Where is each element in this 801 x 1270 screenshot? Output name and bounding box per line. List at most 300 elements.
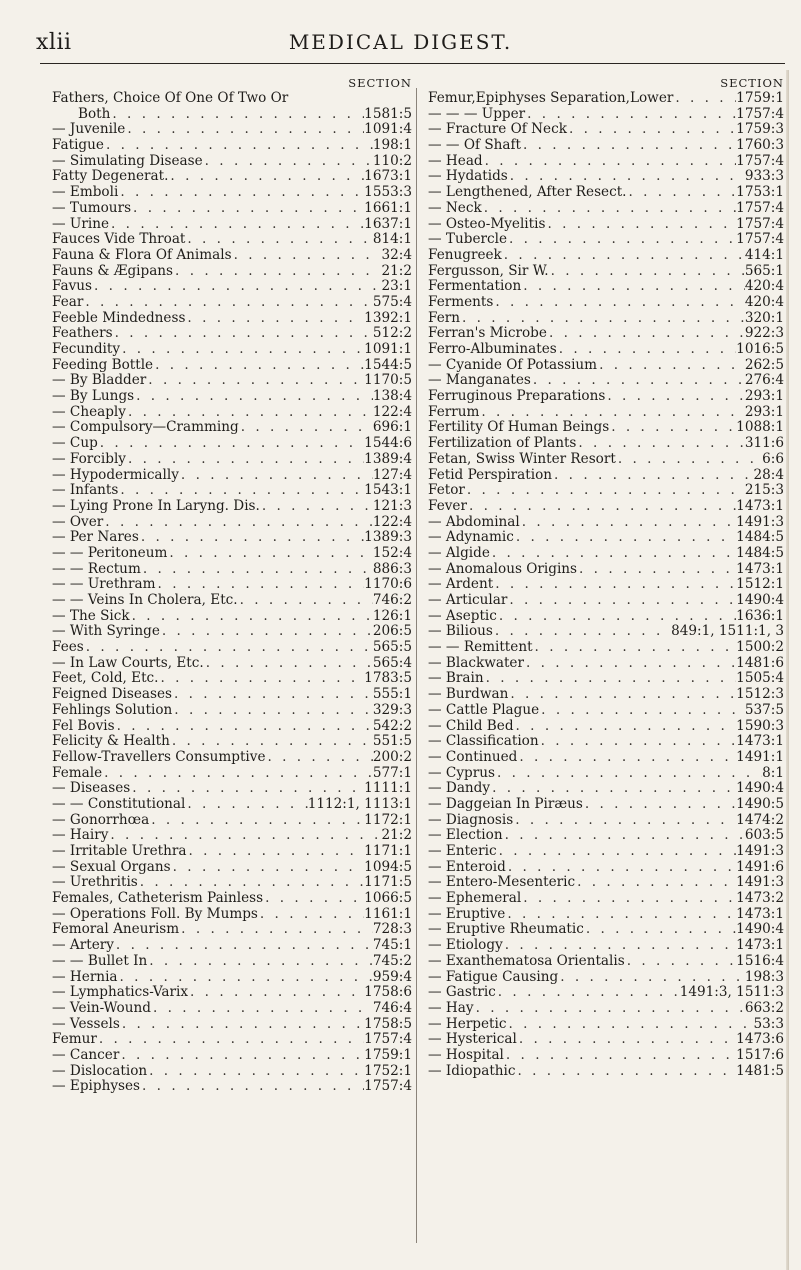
- leader-dots: [507, 232, 736, 248]
- entry-section-ref: 1759:1: [364, 1047, 412, 1063]
- leader-dots: [119, 1048, 364, 1064]
- entry-section-ref: 696:1: [372, 420, 412, 436]
- entry-label: Fever: [428, 498, 467, 514]
- entry-section-ref: 1473:1: [736, 561, 784, 577]
- index-entry: [428, 703, 784, 719]
- leader-dots: [138, 875, 364, 891]
- index-entry: [428, 687, 784, 703]
- index-entry: [52, 311, 412, 327]
- entry-section-ref: 420:4: [744, 279, 784, 295]
- entry-section-ref: 1637:1: [364, 216, 412, 232]
- entry-section-ref: 1517:6: [736, 1047, 784, 1063]
- index-entry: [52, 954, 412, 970]
- entry-section-ref: 32:4: [381, 247, 412, 263]
- leader-dots: [503, 828, 745, 844]
- entry-label: — Daggeian In Piræus: [428, 796, 583, 812]
- entry-label: — Idiopathic: [428, 1063, 516, 1079]
- entry-section-ref: 152:4: [372, 545, 412, 561]
- index-entry: [428, 91, 784, 107]
- leader-dots: [474, 1001, 745, 1017]
- leader-dots: [113, 326, 373, 342]
- entry-section-ref: 1111:1: [364, 781, 412, 797]
- index-entry: [52, 530, 412, 546]
- leader-dots: [490, 546, 736, 562]
- leader-dots: [179, 468, 373, 484]
- entry-label: Fehlings Solution: [52, 702, 173, 718]
- index-entry: [52, 922, 412, 938]
- index-entry: [428, 766, 784, 782]
- leader-dots: [490, 781, 736, 797]
- index-entry: [52, 154, 412, 170]
- entry-label: — Head: [428, 153, 483, 169]
- leader-dots: [508, 687, 736, 703]
- leader-dots: [502, 248, 745, 264]
- index-entry: [428, 436, 784, 452]
- entry-section-ref: 1543:1: [364, 483, 412, 499]
- entry-label: Females, Catheterism Painless: [52, 891, 264, 907]
- leader-dots: [204, 656, 373, 672]
- index-entry: [52, 797, 412, 813]
- entry-section-ref: 215:3: [744, 483, 784, 499]
- entry-section-ref: 198:1: [372, 138, 412, 154]
- section-column-heading: SECTION: [720, 76, 784, 90]
- entry-label: — Eruptive: [428, 906, 506, 922]
- entry-section-ref: 1757:4: [736, 232, 784, 248]
- index-entry: [428, 358, 784, 374]
- index-entry: [52, 373, 412, 389]
- leader-dots: [482, 201, 736, 217]
- index-entry: [428, 1048, 784, 1064]
- leader-dots: [156, 577, 365, 593]
- entry-section-ref: 23:1: [381, 279, 412, 295]
- leader-dots: [131, 201, 364, 217]
- index-entry: [428, 1064, 784, 1080]
- leader-dots: [497, 844, 737, 860]
- entry-section-ref: 1389:3: [364, 530, 412, 546]
- entry-section-ref: 1758:5: [364, 1016, 412, 1032]
- leader-dots: [495, 766, 762, 782]
- entry-label: Fenugreek: [428, 247, 502, 263]
- entry-label: — Anomalous Origins: [428, 561, 578, 577]
- index-entry: [52, 326, 412, 342]
- index-entry: [52, 593, 412, 609]
- leader-dots: [232, 248, 382, 264]
- entry-label: Fathers, Choice Of One Of Two Or: [52, 91, 289, 106]
- leader-dots: [120, 342, 364, 358]
- leader-dots: [238, 593, 373, 609]
- entry-section-ref: 1758:6: [364, 985, 412, 1001]
- leader-dots: [167, 546, 372, 562]
- leader-dots: [577, 562, 736, 578]
- entry-label: — Juvenile: [52, 122, 126, 138]
- leader-dots: [146, 373, 364, 389]
- entry-label: — Forcibly: [52, 451, 126, 467]
- index-entry: [52, 860, 412, 876]
- leader-dots: [97, 1032, 364, 1048]
- index-entry: [428, 922, 784, 938]
- leader-dots: [493, 577, 736, 593]
- entry-label: Fetid Perspiration: [428, 467, 553, 483]
- entry-label: — Vessels: [52, 1016, 120, 1032]
- index-entry: [52, 122, 412, 138]
- entry-label: — In Law Courts, Etc.: [52, 655, 204, 671]
- entry-section-ref: 127:4: [372, 467, 412, 483]
- entry-section-ref: 1757:4: [364, 1032, 412, 1048]
- leader-dots: [517, 750, 736, 766]
- leader-dots: [172, 687, 373, 703]
- entry-label: — Cattle Plague: [428, 702, 540, 718]
- index-entry: [428, 860, 784, 876]
- leader-dots: [521, 891, 736, 907]
- entry-label: — Diagnosis: [428, 812, 514, 828]
- entry-label: Fear: [52, 294, 84, 310]
- entry-section-ref: 262:5: [744, 357, 784, 373]
- index-entry: [428, 719, 784, 735]
- entry-section-ref: 728:3: [372, 922, 412, 938]
- entry-section-ref: 542:2: [372, 718, 412, 734]
- entry-section-ref: 1481:5: [736, 1063, 784, 1079]
- section-column-heading: SECTION: [348, 76, 412, 90]
- leader-dots: [109, 217, 364, 233]
- index-entry: [428, 483, 784, 499]
- leader-dots: [172, 703, 373, 719]
- entry-section-ref: 933:3: [744, 169, 784, 185]
- entry-section-ref: 1170:5: [364, 373, 412, 389]
- entry-label: Feeding Bottle: [52, 357, 154, 373]
- entry-label: — — Urethram: [52, 577, 156, 593]
- leader-dots: [103, 515, 373, 531]
- entry-section-ref: 512:2: [372, 326, 412, 342]
- entry-section-ref: 1016:5: [736, 342, 784, 357]
- leader-dots: [185, 797, 307, 813]
- leader-dots: [549, 264, 745, 280]
- entry-section-ref: 1490:4: [736, 922, 784, 938]
- entry-label: Fetor: [428, 483, 465, 499]
- leader-dots: [186, 844, 364, 860]
- index-entry: [52, 201, 412, 217]
- index-entry: [428, 624, 784, 640]
- leader-dots: [539, 734, 737, 750]
- index-entries: [52, 91, 412, 1095]
- leader-dots: [125, 122, 364, 138]
- entry-label: — Lengthened, After Resect.: [428, 185, 627, 201]
- running-title: MEDICAL DIGEST.: [288, 30, 513, 54]
- leader-dots: [506, 1017, 753, 1033]
- entry-label: — Diseases: [52, 781, 131, 797]
- leader-dots: [141, 562, 373, 578]
- entry-section-ref: 1512:3: [736, 687, 784, 703]
- entry-label: Fauns & Ægipans: [52, 263, 174, 279]
- entry-label: — Hairy: [52, 828, 109, 844]
- entry-label: — Gastric: [428, 985, 496, 1001]
- index-entry: [428, 1032, 784, 1048]
- entry-section-ref: 1112:1, 1113:1: [307, 796, 412, 812]
- entry-label: — Tubercle: [428, 232, 507, 248]
- entry-label: — — Of Shaft: [428, 138, 521, 154]
- entry-section-ref: 1757:4: [364, 1079, 412, 1095]
- entry-label: — Artery: [52, 938, 114, 954]
- entry-label: — Continued: [428, 749, 518, 765]
- leader-dots: [110, 107, 364, 123]
- index-entry: [52, 562, 412, 578]
- index-entry: [52, 232, 412, 248]
- index-entry: [428, 311, 784, 327]
- index-entry: [428, 468, 784, 484]
- index-entry: [428, 797, 784, 813]
- entry-label: — Articular: [428, 593, 508, 608]
- leader-dots: [185, 232, 372, 248]
- entry-section-ref: 746:2: [372, 593, 412, 608]
- index-entry: [428, 609, 784, 625]
- index-entry: [428, 342, 784, 358]
- entry-section-ref: 1161:1: [364, 906, 412, 922]
- entry-section-ref: 1512:1: [736, 577, 784, 593]
- leader-dots: [130, 609, 373, 625]
- leader-dots: [467, 499, 736, 515]
- entry-section-ref: 1170:6: [364, 577, 412, 593]
- leader-dots: [126, 405, 373, 421]
- page-edge: [786, 70, 789, 1270]
- entry-section-ref: 1473:1: [736, 938, 784, 954]
- leader-dots: [504, 1048, 736, 1064]
- entry-label: Fetan, Swiss Winter Resort: [428, 451, 616, 467]
- leader-dots: [239, 420, 373, 436]
- leader-dots: [567, 122, 736, 138]
- entry-section-ref: 293:1: [744, 404, 784, 420]
- entry-section-ref: 814:1: [372, 232, 412, 248]
- index-entry: [52, 169, 412, 185]
- leader-dots: [92, 279, 381, 295]
- index-entry: [52, 844, 412, 860]
- index-entry: [52, 1001, 412, 1017]
- index-entry: [52, 452, 412, 468]
- entry-label: — Herpetic: [428, 1016, 507, 1032]
- leader-dots: [483, 154, 737, 170]
- entry-section-ref: 555:1: [372, 687, 412, 703]
- entry-label: — Entero-Mesenteric: [428, 875, 576, 891]
- leader-dots: [558, 970, 745, 986]
- leader-dots: [173, 264, 381, 280]
- leader-dots: [188, 985, 364, 1001]
- index-entry: [52, 985, 412, 1001]
- leader-dots: [524, 656, 736, 672]
- entry-label: — — Veins In Cholera, Etc.: [52, 593, 238, 608]
- leader-dots: [203, 154, 373, 170]
- entry-section-ref: 1473:6: [736, 1032, 784, 1048]
- index-entry: [52, 420, 412, 436]
- index-entry: [428, 593, 784, 609]
- leader-dots: [115, 719, 373, 735]
- entry-section-ref: 8:1: [762, 765, 784, 781]
- index-entry: [428, 546, 784, 562]
- leader-dots: [493, 624, 671, 640]
- entry-label: — Fatigue Causing: [428, 969, 559, 985]
- index-entry: [428, 938, 784, 954]
- entry-label: — Election: [428, 828, 503, 844]
- index-entry: [52, 295, 412, 311]
- index-entry: [428, 562, 784, 578]
- entry-section-ref: 21:2: [381, 828, 412, 844]
- leader-dots: [258, 907, 364, 923]
- entry-label: — Lying Prone In Laryng. Dis.: [52, 498, 260, 514]
- entry-label: — Exanthematosa Orientalis: [428, 953, 625, 969]
- entry-section-ref: 1505:4: [736, 671, 784, 687]
- entry-label: — Fracture Of Neck: [428, 122, 567, 138]
- entry-label: — Bilious: [428, 624, 493, 640]
- leader-dots: [508, 169, 745, 185]
- leader-dots: [516, 1064, 737, 1080]
- entry-section-ref: 1473:1: [736, 906, 784, 922]
- index-entry: [428, 844, 784, 860]
- entry-section-ref: 311:6: [744, 436, 784, 452]
- index-entry: [428, 1001, 784, 1017]
- leader-dots: [513, 813, 736, 829]
- entry-label: — Hernia: [52, 969, 118, 985]
- entry-label: Feigned Diseases: [52, 687, 172, 703]
- index-entry: [428, 499, 784, 515]
- entry-section-ref: 1491:1: [736, 749, 784, 765]
- entry-section-ref: 746:4: [372, 1000, 412, 1016]
- index-entry: [52, 358, 412, 374]
- entry-label: — Cancer: [52, 1047, 120, 1063]
- leader-dots: [539, 703, 745, 719]
- leader-dots: [503, 938, 736, 954]
- leader-dots: [552, 468, 753, 484]
- leader-dots: [460, 311, 745, 327]
- index-entry: [428, 907, 784, 923]
- entry-label: Fertility Of Human Beings: [428, 420, 610, 436]
- entry-section-ref: 1484:5: [736, 530, 784, 546]
- entry-section-ref: 1553:3: [364, 185, 412, 201]
- entry-section-ref: 565:5: [372, 640, 412, 656]
- leader-dots: [114, 938, 373, 954]
- entry-label: — Dislocation: [52, 1063, 148, 1079]
- entry-label: Fern: [428, 310, 460, 326]
- index-entry: [52, 217, 412, 233]
- index-entry: [428, 985, 784, 1001]
- index-entry: [52, 907, 412, 923]
- entry-label: — Urethritis: [52, 875, 138, 891]
- leader-dots: [260, 499, 373, 515]
- index-entry: [52, 405, 412, 421]
- leader-dots: [179, 922, 373, 938]
- leader-dots: [84, 640, 373, 656]
- entry-section-ref: 959:4: [372, 969, 412, 985]
- entry-label: — Eruptive Rheumatic: [428, 922, 584, 938]
- entry-label: Feathers: [52, 326, 113, 342]
- index-entries: [428, 91, 784, 1079]
- entry-section-ref: 1091:4: [364, 122, 412, 138]
- entry-label: — Hydatids: [428, 169, 508, 185]
- entry-label: — Operations Foll. By Mumps: [52, 906, 258, 922]
- entry-label: — Dandy: [428, 781, 491, 797]
- entry-section-ref: 1673:1: [364, 169, 412, 185]
- leader-dots: [153, 358, 364, 374]
- index-entry: [428, 201, 784, 217]
- index-entry: [52, 577, 412, 593]
- leader-dots: [171, 860, 365, 876]
- entry-section-ref: 1759:3: [736, 122, 784, 138]
- entry-section-ref: 110:2: [372, 153, 412, 169]
- index-entry: [428, 813, 784, 829]
- entry-label: — — Remittent: [428, 640, 533, 656]
- entry-label: — Epiphyses: [52, 1079, 141, 1095]
- leader-dots: [83, 295, 372, 311]
- index-entry: [428, 154, 784, 170]
- entry-label: — Cup: [52, 436, 98, 452]
- index-entry: [428, 326, 784, 342]
- entry-section-ref: 1581:5: [364, 106, 412, 122]
- entry-section-ref: 329:3: [372, 702, 412, 718]
- index-entry: [52, 1079, 412, 1095]
- entry-section-ref: 1490:4: [736, 781, 784, 797]
- leader-dots: [265, 750, 372, 766]
- entry-label: — Burdwan: [428, 687, 509, 703]
- entry-section-ref: 1091:1: [364, 342, 412, 357]
- entry-section-ref: 1491:3: [736, 875, 784, 891]
- leader-dots: [507, 593, 736, 609]
- leader-dots: [545, 217, 736, 233]
- entry-section-ref: 1066:5: [364, 891, 412, 907]
- index-entry: [52, 781, 412, 797]
- leader-dots: [160, 624, 373, 640]
- leader-dots: [139, 530, 364, 546]
- entry-label: — By Lungs: [52, 389, 135, 405]
- entry-section-ref: 1759:1: [736, 91, 784, 106]
- entry-label: — — Peritoneum: [52, 545, 168, 561]
- leader-dots: [533, 640, 737, 656]
- entry-label: — Emboli: [52, 185, 119, 201]
- entry-section-ref: 663:2: [744, 1000, 784, 1016]
- leader-dots: [147, 1064, 364, 1080]
- leader-dots: [126, 452, 364, 468]
- leader-dots: [514, 530, 736, 546]
- index-entry: [428, 875, 784, 891]
- entry-section-ref: 1636:1: [736, 608, 784, 624]
- entry-section-ref: 1760:3: [736, 138, 784, 154]
- leader-dots: [517, 1032, 736, 1048]
- leader-dots: [576, 436, 744, 452]
- entry-section-ref: 1392:1: [364, 310, 412, 326]
- entry-label: Both: [78, 106, 111, 122]
- index-entry: [52, 671, 412, 687]
- leader-dots: [185, 311, 364, 327]
- index-entry: [52, 342, 412, 358]
- leader-dots: [170, 734, 373, 750]
- index-entry: [428, 279, 784, 295]
- entry-section-ref: 1473:2: [736, 891, 784, 907]
- entry-label: — Gonorrhœa: [52, 812, 150, 828]
- entry-label: — Etiology: [428, 938, 503, 954]
- entry-section-ref: 122:4: [372, 514, 412, 530]
- index-entry: [428, 671, 784, 687]
- entry-label: Ferruginous Preparations: [428, 389, 606, 405]
- entry-label: Fermentation: [428, 279, 522, 295]
- index-entry: [52, 107, 412, 123]
- entry-label: — — Bullet In: [52, 953, 148, 969]
- leader-dots: [118, 185, 364, 201]
- entry-label: — Hospital: [428, 1047, 504, 1063]
- index-column-left: [52, 76, 412, 1095]
- entry-section-ref: 886:3: [372, 561, 412, 577]
- index-entry: [428, 420, 784, 436]
- entry-section-ref: 414:1: [744, 247, 784, 263]
- index-entry: [52, 483, 412, 499]
- entry-label: — Hysterical: [428, 1032, 517, 1048]
- entry-section-ref: 1171:1: [364, 844, 412, 859]
- leader-dots: [625, 954, 736, 970]
- index-entry: [52, 813, 412, 829]
